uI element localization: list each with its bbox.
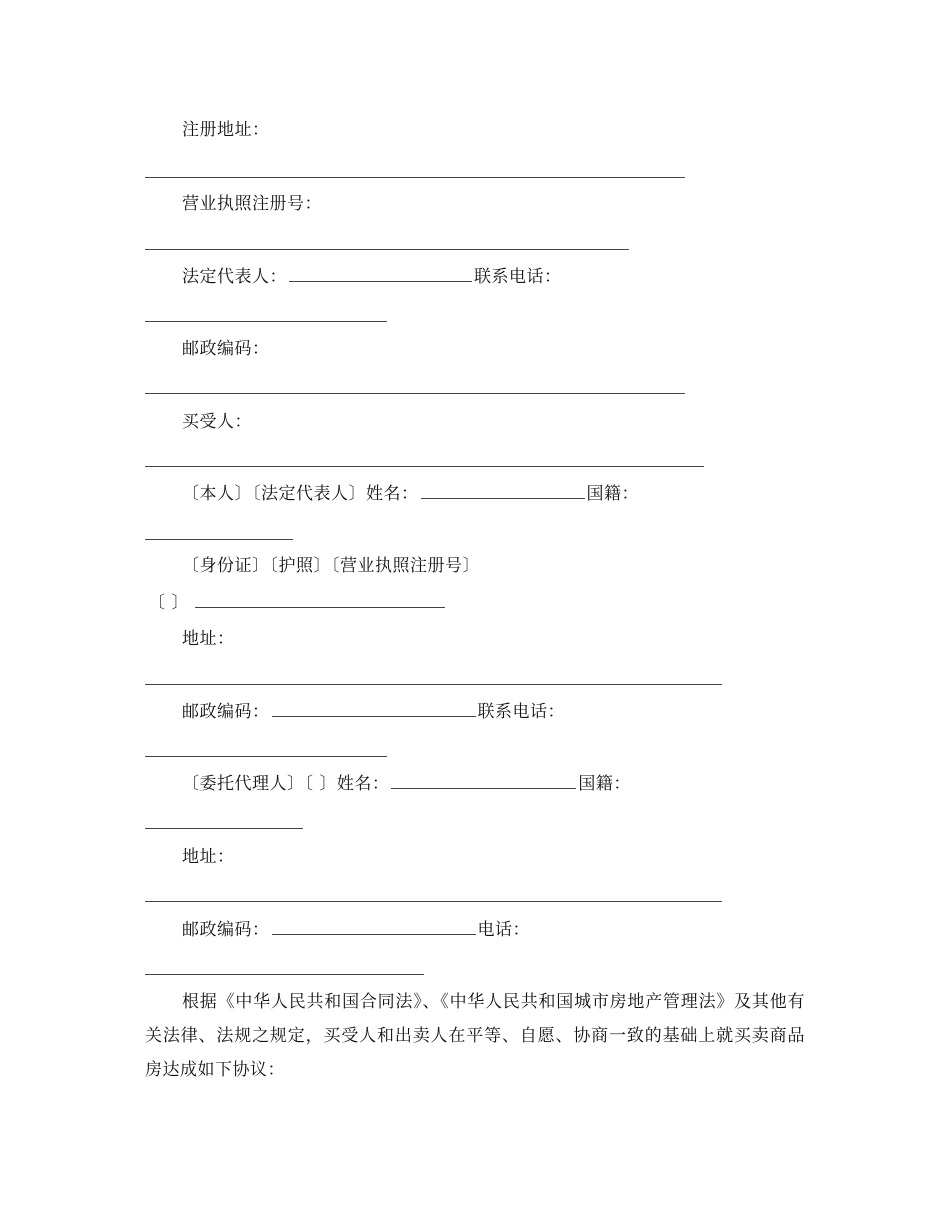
buyer-identity-row bbox=[182, 483, 639, 505]
buyer-postcode-row bbox=[182, 701, 565, 723]
agent-nationality-line[interactable] bbox=[145, 828, 303, 829]
buyer-phone-line[interactable] bbox=[145, 756, 387, 757]
buyer-name-line[interactable] bbox=[421, 484, 585, 499]
agent-address-line[interactable] bbox=[145, 901, 722, 902]
buyer-id-row bbox=[148, 592, 447, 614]
agreement-paragraph: 根据《中华人民共和国合同法》、《中华人民共和国城市房地产管理法》及其他有关法律、法规之规定，买受人和出卖人在平等、自愿、协商一致的基础上就买卖商品房达成如下协议： bbox=[145, 992, 805, 1080]
agent-identity-label: 〔委托代理人〕〔 〕姓名： bbox=[182, 774, 390, 794]
buyer-nationality-line[interactable] bbox=[145, 539, 293, 540]
seller-postcode-label: 邮政编码： bbox=[182, 339, 270, 359]
reg-address-label: 注册地址： bbox=[182, 120, 270, 140]
reg-address-line[interactable] bbox=[145, 177, 685, 178]
agent-address-label: 地址： bbox=[182, 847, 235, 867]
legal-rep-phone-label: 联系电话： bbox=[474, 267, 562, 287]
buyer-nationality-label: 国籍： bbox=[586, 484, 639, 504]
buyer-address-line[interactable] bbox=[145, 684, 722, 685]
agent-postcode-line[interactable] bbox=[272, 920, 476, 935]
legal-rep-phone-line[interactable] bbox=[145, 321, 387, 322]
agent-postcode-row bbox=[182, 919, 530, 941]
license-no-line[interactable] bbox=[145, 249, 629, 250]
agent-nationality-label: 国籍： bbox=[578, 774, 631, 794]
buyer-postcode-label: 邮政编码： bbox=[182, 702, 270, 722]
agent-identity-row bbox=[182, 773, 631, 795]
seller-postcode-line[interactable] bbox=[145, 393, 685, 394]
buyer-blank-bracket: 〔 〕 bbox=[148, 593, 189, 613]
buyer-phone-label: 联系电话： bbox=[477, 702, 565, 722]
buyer-postcode-line[interactable] bbox=[272, 702, 476, 717]
license-no-label: 营业执照注册号： bbox=[182, 194, 322, 214]
legal-rep-label: 法定代表人： bbox=[182, 267, 287, 287]
agent-postcode-label: 邮政编码： bbox=[182, 920, 270, 940]
buyer-title-label: 买受人： bbox=[182, 412, 252, 432]
agent-phone-label: 电话： bbox=[477, 920, 530, 940]
agent-phone-line[interactable] bbox=[145, 974, 424, 975]
legal-rep-line[interactable] bbox=[289, 267, 472, 282]
buyer-address-label: 地址： bbox=[182, 629, 235, 649]
legal-rep-row bbox=[182, 266, 562, 288]
buyer-title-line[interactable] bbox=[145, 466, 704, 467]
buyer-id-number-line[interactable] bbox=[195, 593, 445, 608]
agent-name-line[interactable] bbox=[391, 774, 576, 789]
buyer-identity-label: 〔本人〕〔法定代表人〕姓名： bbox=[182, 484, 419, 504]
buyer-id-type-label: 〔身份证〕〔护照〕〔营业执照注册号〕 bbox=[182, 556, 480, 576]
